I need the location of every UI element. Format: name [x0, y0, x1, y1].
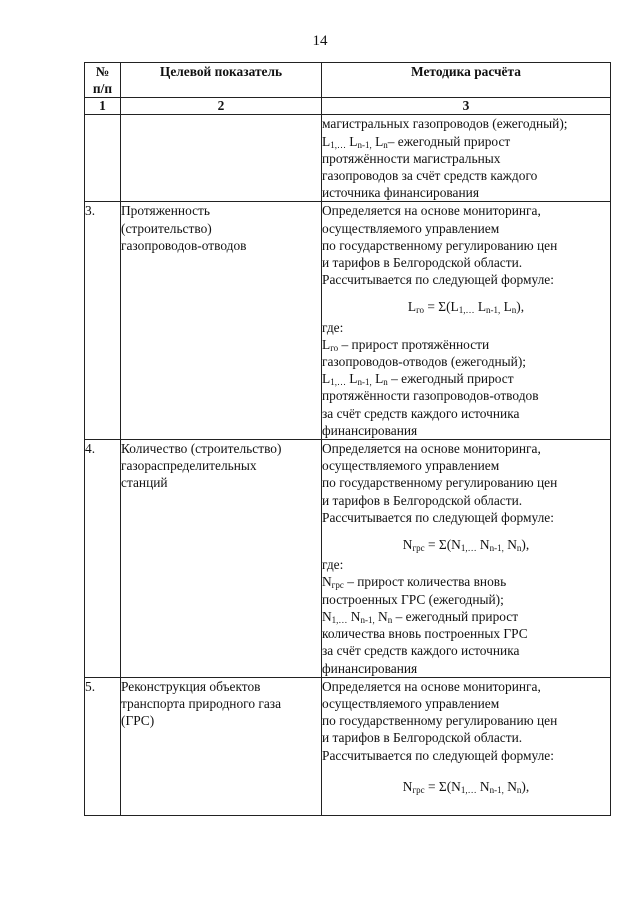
table-row	[85, 677, 611, 815]
formula: $L_{го} = \Sigma(L_{1,\dots}$ $L_{n-1,}$ $L_n$),	[407, 299, 525, 316]
header-method: Методика расчёта	[322, 63, 611, 98]
column-index: 1	[85, 98, 121, 115]
column-index: 3	[322, 98, 611, 115]
table-row	[85, 202, 611, 440]
row-method: Определяется на основе мониторинга, осуществляемого управлением по государственному регулированию цен и тарифов в Белгородской области. Рассчитывается по следующей формуле: $L_{го} = \Sigma(L_{1,\dots}$ $L_{n-1,}$ $L_n$), где: $L_{го}$ – прирост протяжённости газопроводов-отводов (ежегодный); $L_{1,\dots}$ $L_{n-1,}$ $L_n$ – ежегодный прирост протяжённости газопроводов-отводов за счёт средств каждого источника финансирования	[322, 202, 611, 440]
row-method: Определяется на основе мониторинга, осуществляемого управлением по государственному регулированию цен и тарифов в Белгородской области. Рассчитывается по следующей формуле: $N_{грс} = \Sigma(N_{1,\dots}$ $N_{n-1,}$ $N_n$), где: $N_{грс}$ – прирост количества вновь построенных ГРС (ежегодный); $N_{1,\dots}$ $N_{n-1,}$ $N_n$ – ежегодный прирост количества вновь построенных ГРС за счёт средств каждого источника финансирования	[322, 440, 611, 678]
table-row	[85, 115, 611, 202]
table-row	[85, 440, 611, 678]
formula: $N_{грс} = \Sigma(N_{1,\dots}$ $N_{n-1,}$ $N_n$),	[402, 537, 530, 554]
row-number: 3.	[85, 202, 121, 440]
row-method: магистральных газопроводов (ежегодный); $L_{1,\dots}$ $L_{n-1,}$ $L_n-$ ежегодный прирост протяжённости магистральных газопроводов за счёт средств каждого источника финансирования	[322, 115, 611, 202]
page-number: 14	[312, 33, 328, 49]
row-indicator: Протяженность (строительство) газопроводов-отводов	[121, 202, 322, 440]
header-indicator: Целевой показатель	[121, 63, 322, 98]
column-index: 2	[121, 98, 322, 115]
table-header-row	[85, 63, 611, 98]
row-number	[85, 115, 121, 202]
row-method: Определяется на основе мониторинга, осуществляемого управлением по государственному регулированию цен и тарифов в Белгородской области. Рассчитывается по следующей формуле: $N_{грс} = \Sigma(N_{1,\dots}$ $N_{n-1,}$ $N_n$),	[322, 677, 611, 815]
column-index-row	[85, 98, 611, 115]
header-number: № п/п	[85, 63, 121, 98]
row-indicator: Реконструкция объектов транспорта природного газа (ГРС)	[121, 677, 322, 815]
indicators-table	[84, 62, 611, 816]
row-number: 5.	[85, 677, 121, 815]
row-number: 4.	[85, 440, 121, 678]
row-indicator: Количество (строительство) газораспределительных станций	[121, 440, 322, 678]
row-indicator	[121, 115, 322, 202]
formula: $N_{грс} = \Sigma(N_{1,\dots}$ $N_{n-1,}$ $N_n$),	[402, 778, 530, 795]
